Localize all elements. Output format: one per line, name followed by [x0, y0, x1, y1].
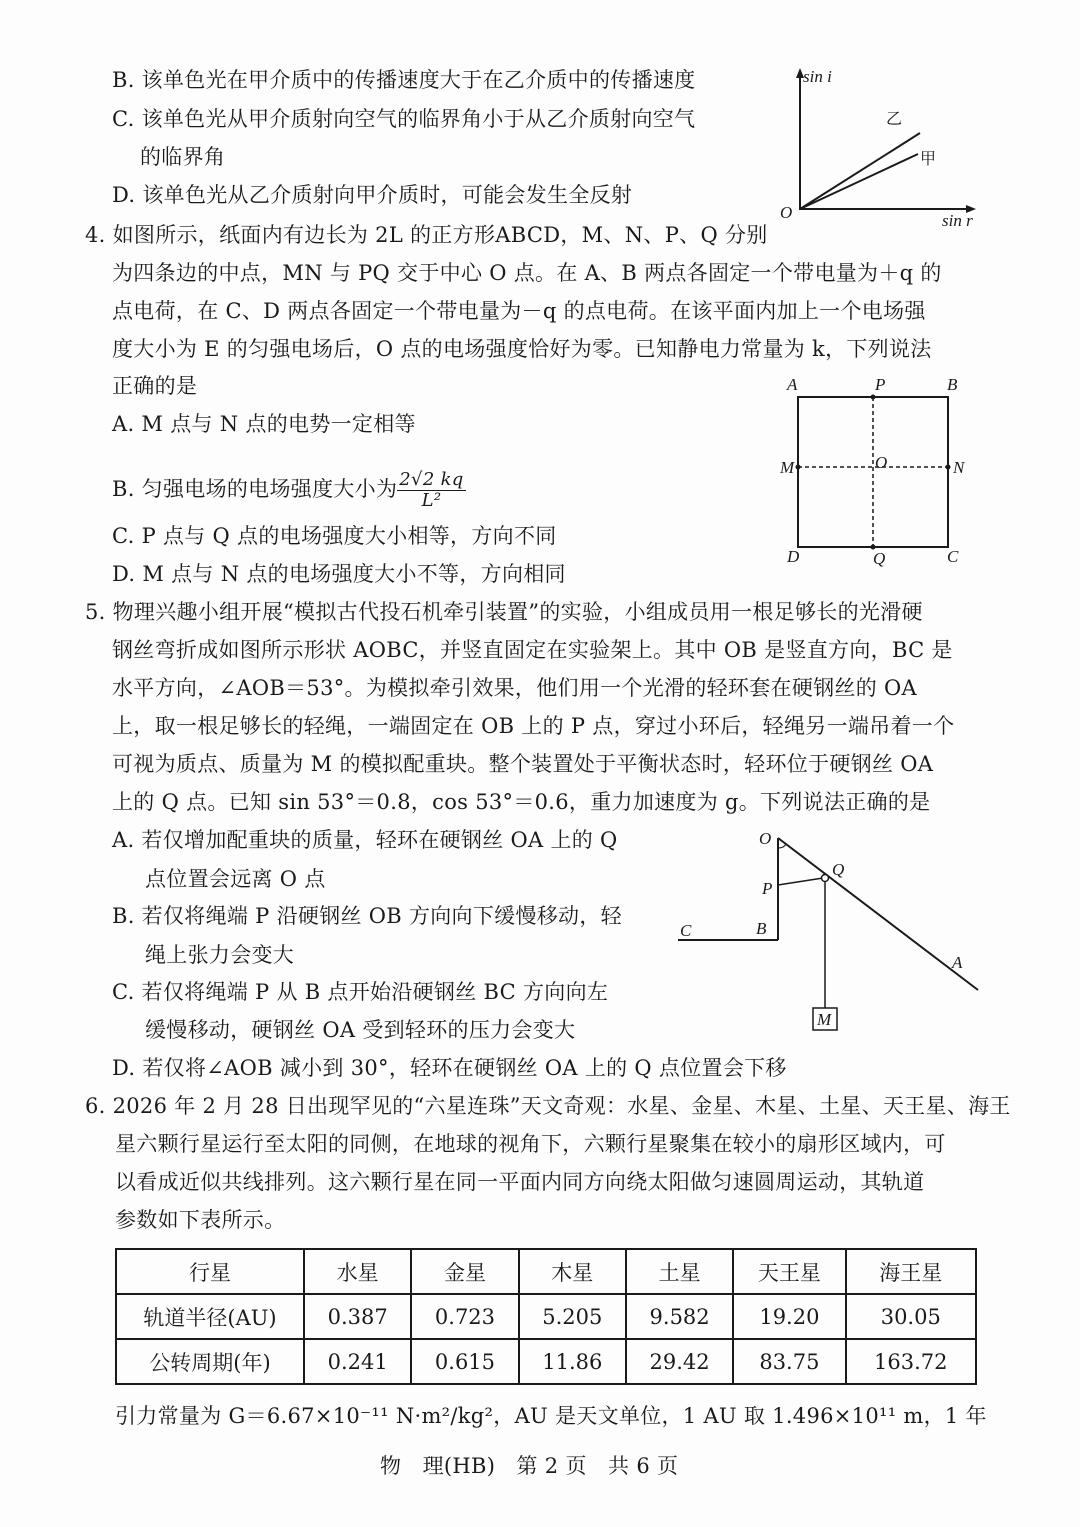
table-cell: 30.05 — [846, 1294, 976, 1339]
fraction-numerator: 2√2 kq — [399, 469, 464, 490]
q5-option-b-cont: 绳上张力会变大 — [145, 943, 295, 967]
planet-table — [115, 1248, 977, 1385]
q4-line-2: 为四条边的中点，MN 与 PQ 交于中心 O 点。在 A、B 两点各固定一个带电量为＋q 的 — [112, 261, 942, 285]
q5-wire-diagram — [670, 820, 990, 1040]
label-c: C — [680, 921, 692, 940]
q4-square-diagram — [775, 372, 975, 572]
q6-line-3: 以看成近似共线排列。这六颗行星在同一平面内同方向绕太阳做匀速圆周运动，其轨道 — [115, 1170, 925, 1194]
table-header-cell: 土星 — [626, 1249, 733, 1294]
table-cell: 11.86 — [519, 1339, 626, 1384]
table-cell: 轨道半径(AU) — [116, 1294, 304, 1339]
q4-option-c: C. P 点与 Q 点的电场强度大小相等，方向不同 — [112, 524, 557, 548]
table-header-cell: 水星 — [304, 1249, 411, 1294]
q5-line-5: 可视为质点、质量为 M 的模拟配重块。整个装置处于平衡状态时，轻环位于硬钢丝 OA — [112, 752, 934, 776]
table-cell: 0.615 — [411, 1339, 518, 1384]
table-header-cell: 行星 — [116, 1249, 304, 1294]
q5-line-2: 钢丝弯折成如图所示形状 AOBC，并竖直固定在实验架上。其中 OB 是竖直方向，BC 是 — [112, 638, 953, 662]
y-axis-label: sin i — [803, 67, 832, 86]
table-header-row — [116, 1249, 976, 1294]
q5-option-c-cont: 缓慢移动，硬钢丝 OA 受到轻环的压力会变大 — [145, 1018, 576, 1042]
table-cell: 9.582 — [626, 1294, 733, 1339]
q5-line-6: 上的 Q 点。已知 sin 53°＝0.8，cos 53°＝0.6，重力加速度为 g。下列说法正确的是 — [112, 790, 931, 814]
origin-label: O — [780, 203, 793, 222]
table-cell: 0.723 — [411, 1294, 518, 1339]
label-q: Q — [832, 860, 845, 879]
label-d: D — [787, 547, 800, 566]
table-header-cell: 金星 — [411, 1249, 518, 1294]
table-row — [116, 1294, 976, 1339]
label-c: C — [947, 547, 959, 566]
label-o: O — [875, 453, 888, 472]
q4-line-1: 4. 如图所示，纸面内有边长为 2L 的正方形ABCD，M、N、P、Q 分别 — [85, 223, 768, 247]
q5-option-b: B. 若仅将绳端 P 沿硬钢丝 OB 方向向下缓慢移动，轻 — [112, 904, 622, 928]
q5-option-a-cont: 点位置会远离 O 点 — [145, 867, 326, 891]
line-label-jia: 甲 — [920, 149, 937, 168]
label-a: A — [952, 953, 963, 972]
label-m: M — [817, 1010, 832, 1029]
table-cell: 5.205 — [519, 1294, 626, 1339]
x-axis-label: sin r — [942, 211, 973, 230]
table-cell: 19.20 — [733, 1294, 845, 1339]
label-b: B — [947, 375, 958, 394]
label-b: B — [756, 919, 767, 938]
page-footer: 物 理(HB) 第 2 页 共 6 页 — [380, 1454, 679, 1478]
q5-line-3: 水平方向，∠AOB＝53°。为模拟牵引效果，他们用一个光滑的轻环套在硬钢丝的 OA — [112, 676, 917, 700]
q3-option-c-cont: 的临界角 — [140, 145, 226, 169]
table-cell: 29.42 — [626, 1339, 733, 1384]
label-a: A — [787, 375, 798, 394]
q4-option-d: D. M 点与 N 点的电场强度大小不等，方向相同 — [112, 562, 566, 586]
q5-line-4: 上，取一根足够长的轻绳，一端固定在 OB 上的 P 点，穿过小环后，轻绳另一端吊着一个 — [112, 714, 955, 738]
q5-option-d: D. 若仅将∠AOB 减小到 30°，轻环在硬钢丝 OA 上的 Q 点位置会下移 — [112, 1056, 787, 1080]
table-cell: 0.241 — [304, 1339, 411, 1384]
q4-line-3: 点电荷，在 C、D 两点各固定一个带电量为－q 的点电荷。在该平面内加上一个电场强 — [112, 299, 926, 323]
line-label-yi: 乙 — [886, 109, 903, 128]
table-cell: 163.72 — [846, 1339, 976, 1384]
label-o: O — [759, 829, 772, 848]
q4-option-a: A. M 点与 N 点的电势一定相等 — [112, 412, 416, 436]
q6-line-4: 参数如下表所示。 — [115, 1208, 286, 1232]
q5-option-a: A. 若仅增加配重块的质量，轻环在硬钢丝 OA 上的 Q — [112, 828, 618, 852]
q6-constants: 引力常量为 G＝6.67×10⁻¹¹ N·m²/kg²，AU 是天文单位，1 AU 取 1.496×10¹¹ m，1 年 — [115, 1404, 987, 1428]
q5-option-c: C. 若仅将绳端 P 从 B 点开始沿硬钢丝 BC 方向向左 — [112, 980, 609, 1004]
q6-line-2: 星六颗行星运行至太阳的同侧，在地球的视角下，六颗行星聚集在较小的扇形区域内，可 — [115, 1132, 946, 1156]
label-q: Q — [873, 549, 886, 568]
table-header-cell: 天王星 — [733, 1249, 845, 1294]
q4-line-5: 正确的是 — [112, 374, 198, 398]
label-m: M — [780, 458, 795, 477]
table-cell: 83.75 — [733, 1339, 845, 1384]
q6-line-1: 6. 2026 年 2 月 28 日出现罕见的“六星连珠”天文奇观：水星、金星、木星、土星、天王星、海王 — [85, 1094, 1011, 1118]
q4-line-4: 度大小为 E 的匀强电场后，O 点的电场强度恰好为零。已知静电力常量为 k，下列说法 — [112, 337, 932, 361]
table-cell: 公转周期(年) — [116, 1339, 304, 1384]
q4-option-b — [112, 470, 466, 511]
q3-option-b: B. 该单色光在甲介质中的传播速度大于在乙介质中的传播速度 — [112, 68, 696, 92]
label-p: P — [762, 879, 773, 898]
fraction — [397, 470, 465, 511]
label-p: P — [875, 375, 886, 394]
q3-sin-graph — [770, 60, 990, 235]
table-cell: 0.387 — [304, 1294, 411, 1339]
label-n: N — [953, 458, 965, 477]
table-header-cell: 海王星 — [846, 1249, 976, 1294]
q4-option-b-text: B. 匀强电场的电场强度大小为 — [112, 477, 398, 501]
table-row — [116, 1339, 976, 1384]
fraction-denominator: L² — [421, 490, 442, 511]
q3-option-d: D. 该单色光从乙介质射向甲介质时，可能会发生全反射 — [112, 183, 633, 207]
q3-option-c: C. 该单色光从甲介质射向空气的临界角小于从乙介质射向空气 — [112, 107, 696, 131]
table-header-cell: 木星 — [519, 1249, 626, 1294]
q5-line-1: 5. 物理兴趣小组开展“模拟古代投石机牵引装置”的实验，小组成员用一根足够长的光滑硬 — [85, 600, 923, 624]
